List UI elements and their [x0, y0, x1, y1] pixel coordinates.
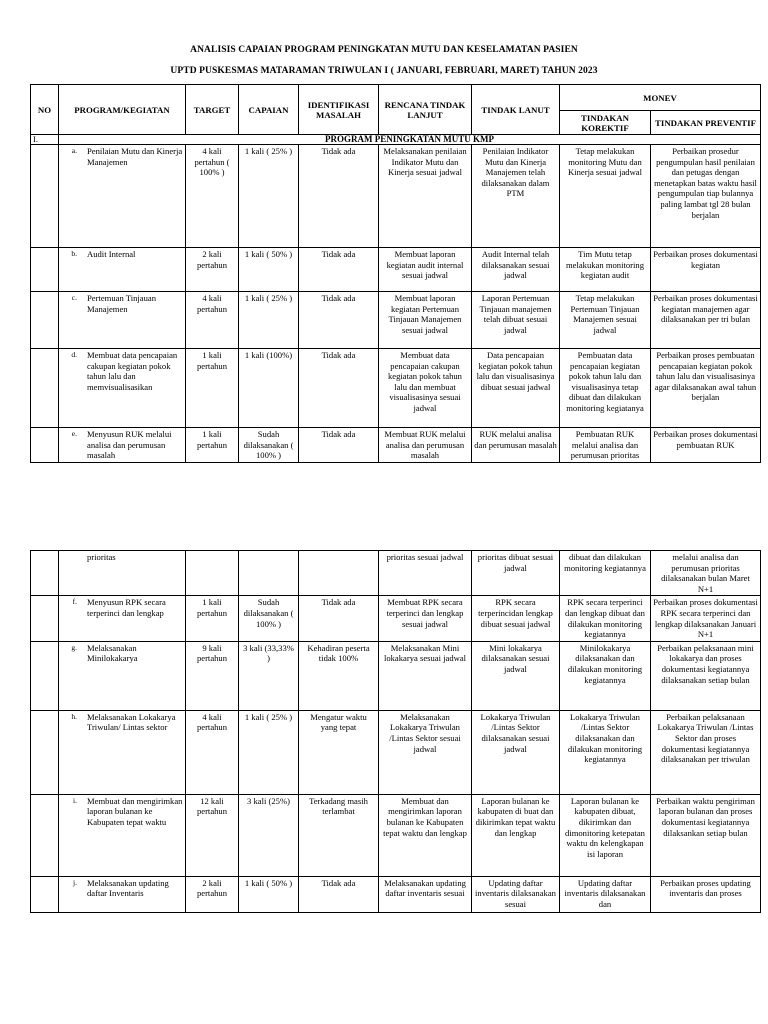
rencana-cell: Membuat laporan kegiatan Pertemuan Tinjauan Manajemen sesuai jadwal — [379, 292, 472, 349]
program-name: Audit Internal — [87, 249, 136, 259]
program-cell — [59, 596, 186, 641]
target-cell: 2 kali pertahun — [186, 248, 239, 292]
table-row — [31, 428, 761, 463]
masalah-cell: Kehadiran peserta tidak 100% — [299, 641, 379, 710]
col-program: PROGRAM/KEGIATAN — [59, 85, 186, 135]
row-no-cell — [31, 145, 59, 248]
preventif-cell: Perbaikan proses dokumentasi pembuatan RUK — [651, 428, 761, 463]
masalah-cell — [299, 551, 379, 596]
masalah-cell: Tidak ada — [299, 349, 379, 428]
table-row — [31, 349, 761, 428]
program-name: Membuat dan mengirimkan laporan bulanan ke Kabupaten tepat waktu — [87, 795, 183, 827]
item-letter: b. — [71, 249, 77, 258]
preventif-cell: Perbaikan prosedur pengumpulan hasil penilaian dan petugas dengan menetapkan batas waktu hasil pengumpulan tiap bulannya paling lambat tgl 28 bulan berjalan — [651, 145, 761, 248]
capaian-cell: 1 kali ( 25% ) — [239, 145, 299, 248]
tindak-lanjut-cell: Lokakarya Triwulan /Lintas Sektor dilaksanakan sesuai jadwal — [472, 710, 560, 794]
masalah-cell: Terkadang masih terlambat — [299, 794, 379, 876]
row-no-cell — [31, 876, 59, 912]
item-letter: g. — [71, 642, 77, 652]
program-name: Melaksanakan Minilokakarya — [87, 642, 138, 664]
masalah-cell: Tidak ada — [299, 876, 379, 912]
program-cell — [59, 794, 186, 876]
row-no-cell — [31, 641, 59, 710]
program-name: Penilaian Mutu dan Kinerja Manajemen — [87, 146, 183, 167]
tindak-lanjut-cell: prioritas dibuat sesuai jadwal — [472, 551, 560, 596]
item-letter: i. — [73, 795, 77, 805]
rencana-cell: Membuat dan mengirimkan laporan bulanan ke Kabupaten tepat waktu dan lengkap — [379, 794, 472, 876]
col-rencana: RENCANA TINDAK LANJUT — [379, 85, 472, 135]
masalah-cell: Mengatur waktu yang tepat — [299, 710, 379, 794]
target-cell: 4 kali pertahun — [186, 292, 239, 349]
tindak-lanjut-cell: RUK melalui analisa dan perumusan masalah — [472, 428, 560, 463]
capaian-cell: 1 kali ( 50% ) — [239, 248, 299, 292]
korektif-cell: Updating daftar inventaris dilaksanakan dan — [560, 876, 651, 912]
tindak-lanjut-cell: Data pencapaian kegiatan pokok tahun lalu dan visualisasinya dibuat sesuai jadwal — [472, 349, 560, 428]
tindak-lanjut-cell: Mini lokakarya dilaksanakan sesuai jadwal — [472, 641, 560, 710]
target-cell: 4 kali pertahun ( 100% ) — [186, 145, 239, 248]
rencana-cell: prioritas sesuai jadwal — [379, 551, 472, 596]
rencana-cell: Membuat RPK secara terperinci dan lengkap sesuai jadwal — [379, 596, 472, 641]
preventif-cell: Perbaikan proses updating inventaris dan proses — [651, 876, 761, 912]
section-no: I. — [31, 135, 59, 145]
table-row — [31, 145, 761, 248]
preventif-cell: Perbaikan proses dokumentasi RPK secara terperinci dan lengkap dilaksanakan Januari N+1 — [651, 596, 761, 641]
rencana-cell: Melaksanakan Lokakarya Triwulan /Lintas Sektor sesuai jadwal — [379, 710, 472, 794]
capaian-table-page-2 — [30, 550, 761, 913]
program-cell — [59, 349, 186, 428]
preventif-cell: Perbaikan pelaksanaan Lokakarya Triwulan /Lintas Sektor dan proses dokumentasi kegiatannya dilaksanakan per triwulan — [651, 710, 761, 794]
col-identifikasi: IDENTIFIKASI MASALAH — [299, 85, 379, 135]
masalah-cell: Tidak ada — [299, 248, 379, 292]
row-no-cell — [31, 794, 59, 876]
col-preventif: TINDAKAN PREVENTIF — [651, 111, 761, 135]
program-cell — [59, 428, 186, 463]
korektif-cell: Minilokakarya dilaksanakan dan dilakukan monitoring kegiatannya — [560, 641, 651, 710]
target-cell: 9 kali pertahun — [186, 641, 239, 710]
program-name: Menyusun RPK secara terperinci dan lengkap — [87, 597, 166, 618]
tindak-lanjut-cell: Penilaian Indikator Mutu dan Kinerja Manajemen telah dilaksanakan dalam PTM — [472, 145, 560, 248]
korektif-cell: Pembuatan data pencapaian kegiatan pokok tahun lalu dan visualisasinya tetap dibuat dan dilakukan monitoring kegiatanya — [560, 349, 651, 428]
col-korektif: TINDAKAN KOREKTIF — [560, 111, 651, 135]
capaian-table-page-1 — [30, 84, 761, 463]
capaian-cell: 3 kali (33,33% ) — [239, 641, 299, 710]
korektif-cell: RPK secara terperinci dan lengkap dibuat dan dilakukan monitoring kegiatannya — [560, 596, 651, 641]
rencana-cell: Melaksanakan penilaian Indikator Mutu dan Kinerja sesuai jadwal — [379, 145, 472, 248]
korektif-cell: Pembuatan RUK melalui analisa dan perumusan prioritas — [560, 428, 651, 463]
table-row — [31, 292, 761, 349]
program-name: Pertemuan Tinjauan Manajemen — [87, 293, 156, 314]
item-letter — [61, 552, 87, 563]
item-letter: h. — [71, 711, 77, 721]
item-letter: e. — [71, 429, 77, 438]
tindak-lanjut-cell: RPK secara terperincidan lengkap dibuat sesuai jadwal — [472, 596, 560, 641]
table-row — [31, 551, 761, 596]
masalah-cell: Tidak ada — [299, 428, 379, 463]
preventif-cell: Perbaikan proses dokumentasi kegiatan — [651, 248, 761, 292]
korektif-cell: Laporan bulanan ke kabupaten dibuat, dikirimkan dan dimonitoring ketepatan waktu dn kelengkapan isi laporan — [560, 794, 651, 876]
tindak-lanjut-cell: Laporan bulanan ke kabupaten di buat dan dikirimkan tepat waktu dan lengkap — [472, 794, 560, 876]
capaian-cell — [239, 551, 299, 596]
col-capaian: CAPAIAN — [239, 85, 299, 135]
capaian-cell: Sudah dilaksanakan ( 100% ) — [239, 428, 299, 463]
col-target: TARGET — [186, 85, 239, 135]
program-cell — [59, 292, 186, 349]
korektif-cell: Lokakarya Triwulan /Lintas Sektor dilaksanakan dan dilakukan monitoring kegiatannya — [560, 710, 651, 794]
row-no-cell — [31, 428, 59, 463]
preventif-cell: Perbaikan proses dokumentasi kegiatan manajemen agar dilaksanakan per tri bulan — [651, 292, 761, 349]
korektif-cell: Tetap melakukan monitoring Mutu dan Kinerja sesuai jadwal — [560, 145, 651, 248]
table-row — [31, 876, 761, 912]
rencana-cell: Membuat RUK melalui analisa dan perumusan masalah — [379, 428, 472, 463]
table-row — [31, 794, 761, 876]
item-letter: a. — [71, 146, 77, 155]
preventif-cell: Perbaikan proses pembuatan pencapaian kegiatan pokok tahun lalu dan visualisasinya agar dilaksanakan awal tahun berjalan — [651, 349, 761, 428]
row-no-cell — [31, 349, 59, 428]
table-row — [31, 710, 761, 794]
item-letter: f. — [72, 597, 77, 607]
program-cell — [59, 710, 186, 794]
capaian-cell: 1 kali ( 50% ) — [239, 876, 299, 912]
target-cell: 12 kali pertahun — [186, 794, 239, 876]
masalah-cell: Tidak ada — [299, 596, 379, 641]
program-name: Membuat data pencapaian cakupan kegiatan pokok tahun lalu dan memvisualisasikan — [87, 350, 178, 392]
program-name: Menyusun RUK melalui analisa dan perumusan masalah — [87, 429, 172, 461]
program-cell — [59, 248, 186, 292]
item-letter: d. — [71, 350, 77, 359]
target-cell: 1 kali pertahun — [186, 428, 239, 463]
target-cell: 1 kali pertahun — [186, 349, 239, 428]
tindak-lanjut-cell: Audit Internal telah dilaksanakan sesuai jadwal — [472, 248, 560, 292]
col-tindak: TINDAK LANUT — [472, 85, 560, 135]
preventif-cell: Perbaikan pelaksanaan mini lokakarya dan proses dokumentasi kegiatannya dilaksanakan setiap bulan — [651, 641, 761, 710]
tindak-lanjut-cell: Laporan Pertemuan Tinjauan manajemen telah dibuat sesuai jadwal — [472, 292, 560, 349]
capaian-cell: 1 kali ( 25% ) — [239, 292, 299, 349]
capaian-cell: Sudah dilaksanakan ( 100% ) — [239, 596, 299, 641]
table-row — [31, 248, 761, 292]
program-name: Melaksanakan Lokakarya Triwulan/ Lintas sektor — [87, 711, 176, 733]
masalah-cell: Tidak ada — [299, 145, 379, 248]
item-letter: c. — [71, 293, 77, 302]
capaian-cell: 1 kali ( 25% ) — [239, 710, 299, 794]
korektif-cell: Tim Mutu tetap melakukan monitoring kegiatan audit — [560, 248, 651, 292]
document-subtitle: UPTD PUSKESMAS MATARAMAN TRIWULAN I ( JANUARI, FEBRUARI, MARET) TAHUN 2023 — [170, 66, 598, 76]
korektif-cell: Tetap melakukan Pertemuan Tinjauan Manajemen sesuai jadwal — [560, 292, 651, 349]
table-row — [31, 641, 761, 710]
tindak-lanjut-cell: Updating daftar inventaris dilaksanakan sesuai — [472, 876, 560, 912]
target-cell: 1 kali pertahun — [186, 596, 239, 641]
program-cell — [59, 641, 186, 710]
table-row — [31, 596, 761, 641]
preventif-cell: melalui analisa dan perumusan prioritas dilaksanakan bulan Maret N+1 — [651, 551, 761, 596]
rencana-cell: Membuat laporan kegiatan audit internal sesuai jadwal — [379, 248, 472, 292]
program-cell — [59, 551, 186, 596]
program-name: Melaksanakan updating daftar Inventaris — [87, 877, 169, 899]
masalah-cell: Tidak ada — [299, 292, 379, 349]
section-title: PROGRAM PENINGKATAN MUTU KMP — [59, 135, 761, 145]
rencana-cell: Melaksanakan Mini lokakarya sesuai jadwal — [379, 641, 472, 710]
row-no-cell — [31, 596, 59, 641]
row-no-cell — [31, 710, 59, 794]
item-letter: j. — [73, 877, 77, 887]
col-no: NO — [31, 85, 59, 135]
row-no-cell — [31, 551, 59, 596]
program-cell — [59, 145, 186, 248]
row-no-cell — [31, 292, 59, 349]
rencana-cell: Melaksanakan updating daftar inventaris sesuai — [379, 876, 472, 912]
capaian-cell: 1 kali (100%) — [239, 349, 299, 428]
korektif-cell: dibuat dan dilakukan monitoring kegiatannya — [560, 551, 651, 596]
document-title: ANALISIS CAPAIAN PROGRAM PENINGKATAN MUTU DAN KESELAMATAN PASIEN — [190, 45, 578, 55]
target-cell: 4 kali pertahun — [186, 710, 239, 794]
target-cell — [186, 551, 239, 596]
program-name: prioritas — [87, 552, 116, 562]
rencana-cell: Membuat data pencapaian cakupan kegiatan pokok tahun lalu dan membuat visualisasinya sesuai jadwal — [379, 349, 472, 428]
row-no-cell — [31, 248, 59, 292]
col-monev: MONEV — [560, 85, 761, 111]
section-row — [31, 135, 761, 145]
capaian-cell: 3 kali (25%) — [239, 794, 299, 876]
program-cell — [59, 876, 186, 912]
target-cell: 2 kali pertahun — [186, 876, 239, 912]
preventif-cell: Perbaikan waktu pengiriman laporan bulanan dan proses dokumentasi kegiatannya dilaksankan setiap bulan — [651, 794, 761, 876]
